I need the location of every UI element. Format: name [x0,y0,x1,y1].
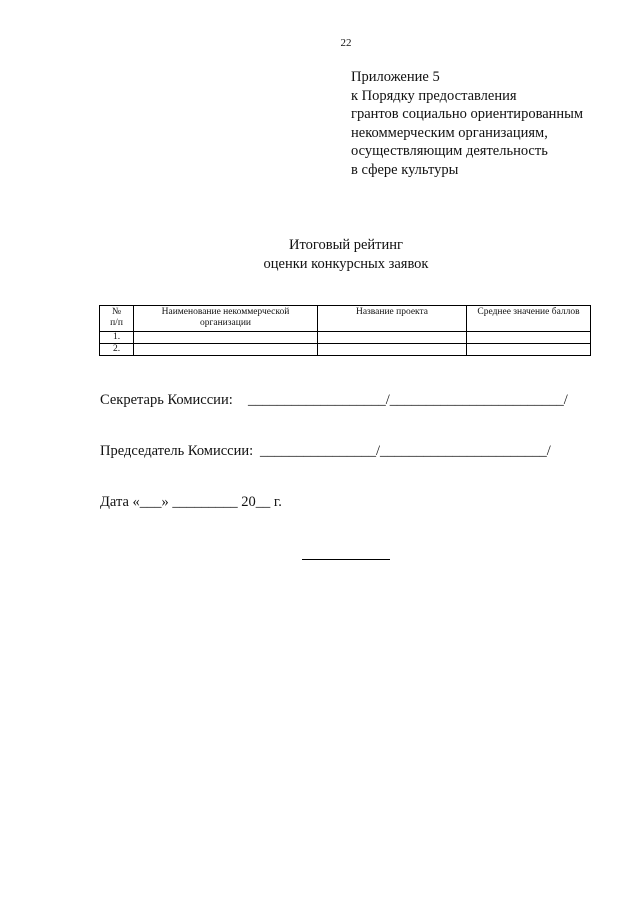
page-number: 22 [340,37,352,49]
cell-project [318,344,467,356]
appendix-line: к Порядку предоставления [351,87,517,104]
chairman-label: Председатель Комиссии: [100,443,254,459]
cell-organization [134,332,318,344]
appendix-header [351,68,583,179]
document-title [0,236,640,274]
cell-score [467,332,591,344]
header-score: Среднее значение баллов [467,306,591,332]
appendix-line: осуществляющим деятельность [351,143,548,159]
secretary-signature-line [100,392,568,409]
appendix-line: в сфере культуры [351,161,459,178]
appendix-line: некоммерческим организациям, [351,124,548,141]
appendix-line: Приложение 5 [351,69,440,85]
cell-organization [134,344,318,356]
cell-project [318,332,467,344]
rating-table [99,305,591,356]
cell-num: 2. [100,344,134,356]
chairman-blank: ________________/_______________________/ [260,443,551,459]
date-text: Дата «___» _________ 20__ г. [100,494,282,510]
appendix-line: грантов социально ориентированным [351,106,584,122]
cell-num: 1. [100,332,134,344]
header-organization: Наименование некоммерческой организации [134,306,318,332]
chairman-signature-line [100,443,551,460]
table-header-row [100,306,591,332]
header-project: Название проекта [318,306,467,332]
title-line-2: оценки конкурсных заявок [263,256,429,272]
secretary-blank: ___________________/________________________/ [248,392,568,408]
cell-score [467,344,591,356]
title-line-1: Итоговый рейтинг [289,237,403,253]
secretary-label: Секретарь Комиссии: [100,392,233,408]
header-num: № п/п [100,306,134,332]
date-line [100,494,282,511]
table-row [100,344,591,356]
table-row [100,332,591,344]
end-divider [302,559,390,560]
